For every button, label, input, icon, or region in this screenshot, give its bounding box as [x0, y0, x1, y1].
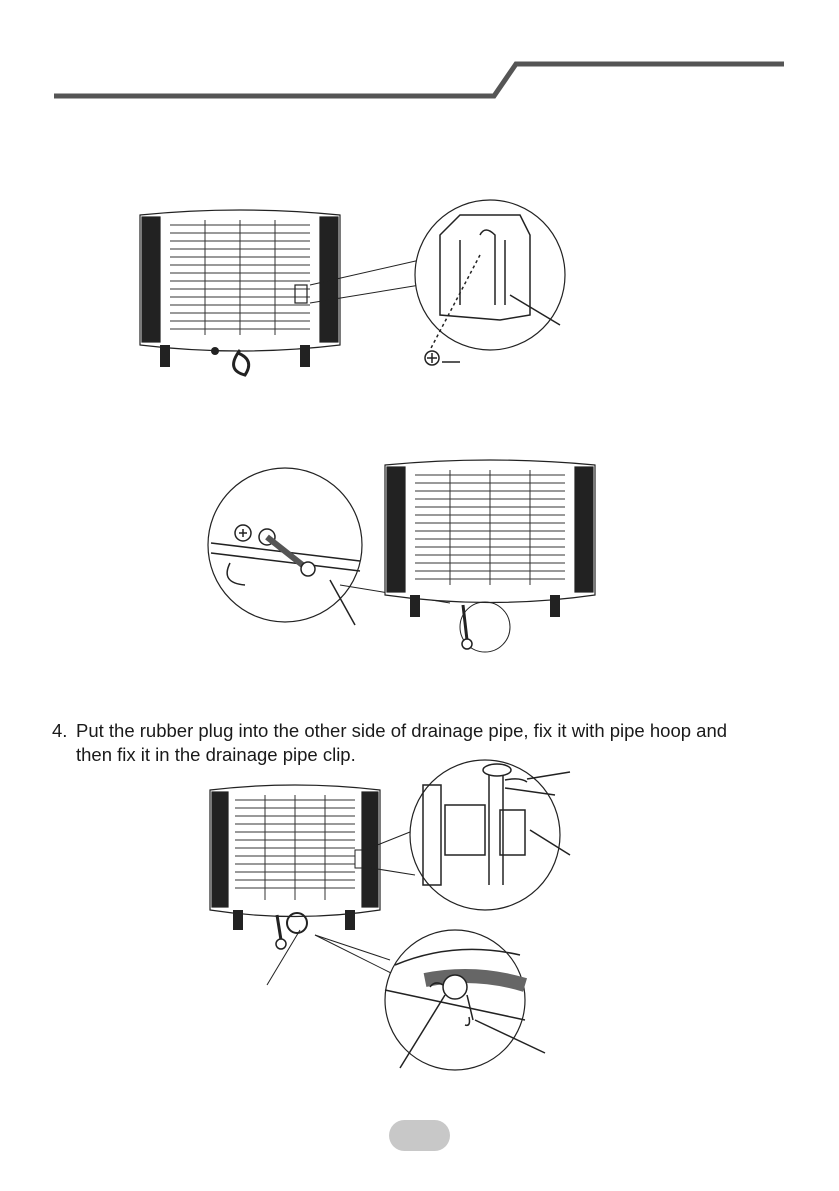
step-number: 4.	[52, 720, 68, 741]
clip-detail-circle	[415, 200, 565, 350]
drain-hose	[234, 350, 249, 375]
drain-plug-3	[277, 915, 281, 940]
step-text-line-1: Put the rubber plug into the other side of drainage pipe, fix it with pipe hoop and	[76, 720, 728, 741]
page-number-pill	[389, 1120, 450, 1151]
figure-pipe-hoop-detail	[205, 755, 585, 1075]
figure-unit-clip-detail	[130, 185, 580, 385]
hoop-detail-circle	[385, 930, 525, 1070]
header-rule	[0, 0, 839, 110]
figure-drain-outlet-detail	[205, 455, 625, 655]
step-text-line-2: then fix it in the drainage pipe clip.	[76, 744, 356, 765]
